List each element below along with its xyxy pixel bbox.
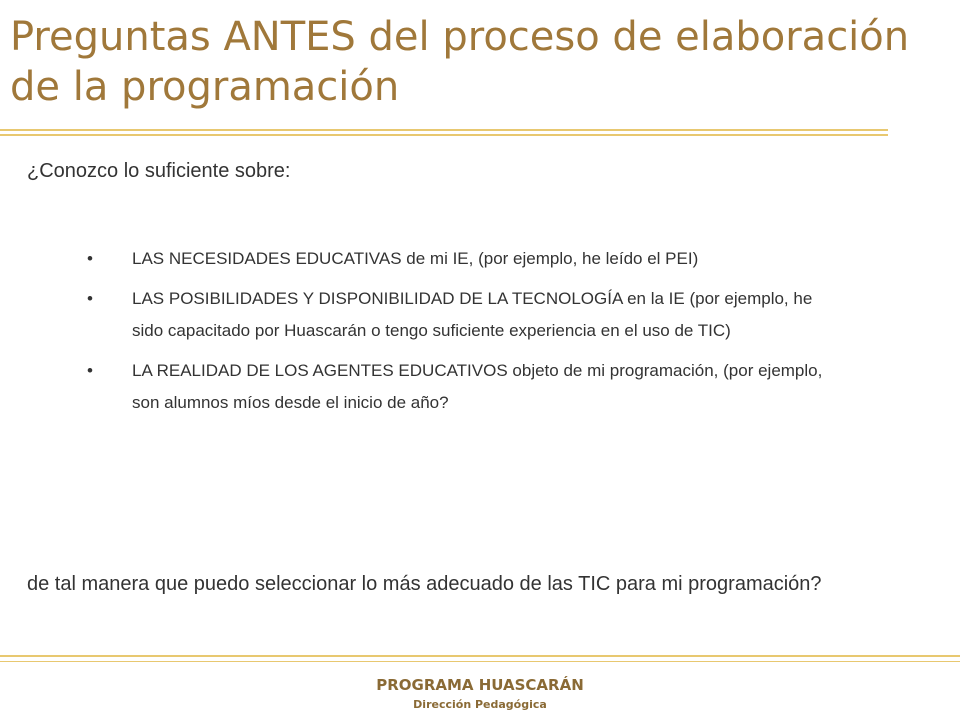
- bullet-item-needs: [87, 243, 847, 275]
- footer-department: Dirección Pedagógica: [413, 698, 547, 711]
- bullet-text: LAS NECESIDADES EDUCATIVAS de mi IE, (por ejemplo, he leído el PEI): [132, 249, 699, 268]
- title-divider-bottom: [0, 134, 888, 136]
- title-divider-top: [0, 129, 888, 131]
- footer-divider-bottom: [0, 661, 960, 662]
- bullet-text: LA REALIDAD DE LOS AGENTES EDUCATIVOS objeto de mi programación, (por ejemplo, son alumnos míos desde el inicio de año?: [132, 361, 823, 412]
- bullet-item-agents: [87, 355, 847, 419]
- bullet-text: LAS POSIBILIDADES Y DISPONIBILIDAD DE LA TECNOLOGÍA en la IE (por ejemplo, he sido capacitado por Huascarán o tengo suficiente experiencia en el uso de TIC): [132, 289, 813, 340]
- intro-question: ¿Conozco lo suficiente sobre:: [27, 160, 291, 182]
- bullet-marker: •: [87, 289, 93, 308]
- footer-divider-top: [0, 655, 960, 657]
- bullet-list: [87, 243, 847, 427]
- bullet-marker: •: [87, 249, 93, 268]
- bullet-marker: •: [87, 361, 93, 380]
- bullet-item-technology: [87, 283, 847, 347]
- closing-question: de tal manera que puedo seleccionar lo más adecuado de las TIC para mi programación?: [27, 573, 822, 595]
- slide-title: Preguntas ANTES del proceso de elaboración de la programación: [10, 14, 910, 110]
- footer-program-name: PROGRAMA HUASCARÁN: [376, 676, 584, 694]
